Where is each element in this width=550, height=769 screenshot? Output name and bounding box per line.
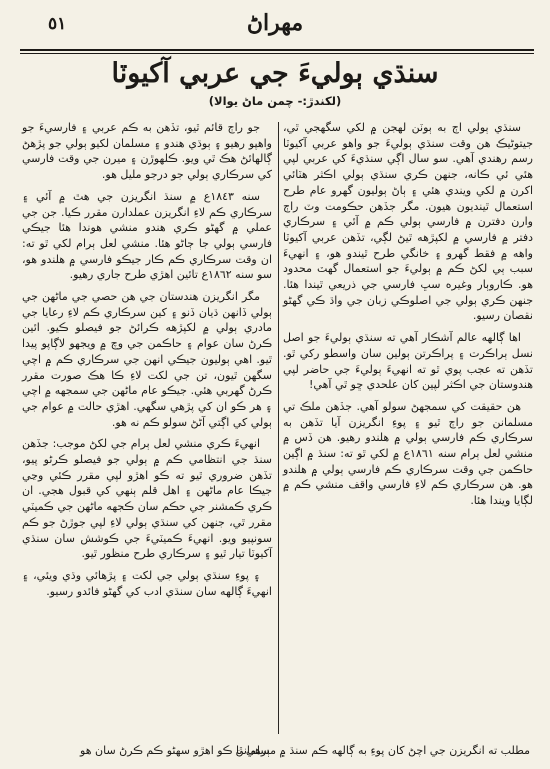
left-paragraph-4: انهيءَ ڪري منشي لعل ٻرام جي لکڻ موجب: جڏهن سنڌ جي انتظامي ڪم ۾ ٻولي جو فيصلو ڪرڻو پيو، تڏهن ضروري ٿيو ته ڪو اهڙو لپي مقرر ڪئي وڃي جيڪا عام ماڻهن ۽ اهل قلم ٻنهي کي قبول هجي. ان ڪري ڪمشنر جي حڪم سان ڪجهه ماڻهن جي ڪميٽي مقرر ٿي، جنهن کي سنڌي ٻولي لاءِ لپي جوڙڻ جو ڪم سونپيو ويو. انهيءَ ڪميٽيءَ جي ڪوشش سان سنڌي آکيوٽا تيار ٿيو ۽ سرڪاري طرح منظور ٿيو. [22,437,272,561]
left-column-last-line: ٻرهي ٿا ڪو اهڙو سهڻو ڪم ڪرڻ سان هو [80,744,270,757]
magazine-title: مهراڻ [246,10,304,36]
right-paragraph-3: هن حقيقت کي سمجهڻ سولو آهي. جڏهن ملڪ تي مسلمانن جو راڄ ٿيو ۽ پوءِ انگريزن آيا تڏهن به سرڪاري ڪم فارسي ٻولي ۾ هلندو رهيو. هن ڏس ۾ منشي لعل ٻرام سنه ١٨٦١ع ۾ لکي ٿو ته: سنڌ ۾ اڳين حاڪمن جي وقت سرڪاري ڪم فارسي ٻولي ۾ هلندو هو. هن سرڪاري ڪم لاءِ فارسي واقف منشي ڪم ۾ لڳايا ويندا هئا. [283,399,533,508]
left-paragraph-3: مگر انگريزن هندستان جي هن حصي جي ماڻهن جي ٻولي ڏانهن ڌيان ڏنو ۽ کين سرڪاري ڪم لاءِ رعايا جي مادري ٻولي ۾ لکپڙهه ڪرائڻ جو فيصلو ڪيو. ائين ڪرڻ سان عوام ۽ حاڪمن جي وچ ۾ ويجهو لاڳاپو پيدا ٿيو. اهي ٻوليون جيڪي انهن جي سرڪاري ڪم ۾ اچي سگهن ٿيون، تن جي لکت لاءِ ڪا هڪ صورت مقرر ڪرڻ گهربي هئي. جيڪو عام ماڻهن جي سمجهه ۾ اچي ۽ هر ڪو ان کي پڙهي سگهي. اهڙي حالت ۾ عوام جي ٻولي کي اڳتي آڻڻ سولو ڪم نه هو. [22,290,272,429]
left-paragraph-5: ۽ پوءِ سنڌي ٻولي جي لکت ۽ پڙهائي وڌي ويئي، ۽ انهيءَ ڳالهه سان سنڌي ادب کي گهڻو فائدو رسيو. [22,568,272,598]
left-column [22,120,272,735]
right-column-last-line: مطلب ته انگريزن جي اچڻ کان پوءِ به ڳالهه ڪم سنڌ ۾ مسلمانن [235,744,530,757]
page-number: ٥١ [48,14,67,34]
column-divider [278,122,279,734]
page-header [0,0,550,52]
header-rule [20,49,534,51]
right-paragraph-2: اها ڳالهه عالم آشڪار آهي ته سنڌي ٻوليءَ جو اصل نسل ٻراڪرت ۽ پراڪرتن ٻولين سان واسطو رکي ٿو. تڏهن ته عجب پوي ٿو ته انهيءَ ٻوليءَ جي حاضر لپي هندوستان جي اڪثر لپين کان علحدي ڇو ٿي آهي! [283,331,533,392]
right-paragraph-1: سنڌي ٻولي اڄ به ٻوٽن لهجن ۾ لکي سگهجي ٿي، جيتوڻيڪ هن وقت سنڌي ٻوليءَ جو واهو عربي آکيوٽا رسم رهندي آهي. سو سال اڳي سنڌيءَ کي عربي لپي هئي ئي ڪانه، جنهن ڪري سنڌي ٻولي اڪثر هٽائي اکرن ۾ لکي ويندي هئي ۽ ٻاڻ ٻوليون گهرو عام طرح استعمال ٿينديون هيون. مگر جڏهن حڪومت وٽ راڄ وارن دفترن ۾ فارسي ٻولي ڪم ۾ آئي ۽ سرڪاري دفتر ۾ فارسي ۾ لکپڙهه ٿيڻ لڳي، تڏهن عربي آکيوٽا واهه ۾ فقط گهرو ۽ خانگي طرح ٿيندو هو، ۽ انهيءَ سبب ٻي لکڻ ڪم ۾ ٻوليءَ جو استعمال گهٽ محدود هو. ڪاروٻار وغيره سڀ فارسي جي ذريعي ٿيندا هئا. جنهن ڪري ٻولي جي اصلوڪي زبان جي واڌ ڪي گهڻو نقصان رسيو. [283,121,533,323]
article-title: سنڌي ٻوليءَ جي عربي آکيوٽا [111,58,439,89]
header-rule-thin [20,53,534,54]
right-column [283,120,533,735]
article-author: (لکندڙ:- چمن ماڻ يوالا) [208,94,342,108]
left-paragraph-1: جو راڄ قائم ٿيو، تڏهن به ڪم عربي ۽ فارسيءَ جو واهپو رهيو ۽ ٻوڌي هندو ۽ مسلمان لکيو ٻولي جو پڙهڻ ڳالهائڻ هڪ ٿي ويو. ڪلهوڙن ۽ ميرن جي وقت فارسي کي سرڪاري ٻولي جو درجو مليل هو. [22,121,272,182]
left-paragraph-2: سنه ١٨٤٣ع ۾ سنڌ انگريزن جي هٿ ۾ آئي ۽ سرڪاري ڪم لاءِ انگريزن عملدارن مقرر ڪيا. جن جي عملي ۾ گهڻو ڪري هندو منشي هوندا هئا جيڪي فارسي ٻولي جا ڄاڻو هئا. منشي لعل ٻرام لکي ٿو ته: ان وقت سرڪاري ڪم ڪار جيڪو فارسي ۾ هلندو هو، سو سنه ١٨٦٢ع تائين اهڙي طرح جاري رهيو. [22,189,272,282]
